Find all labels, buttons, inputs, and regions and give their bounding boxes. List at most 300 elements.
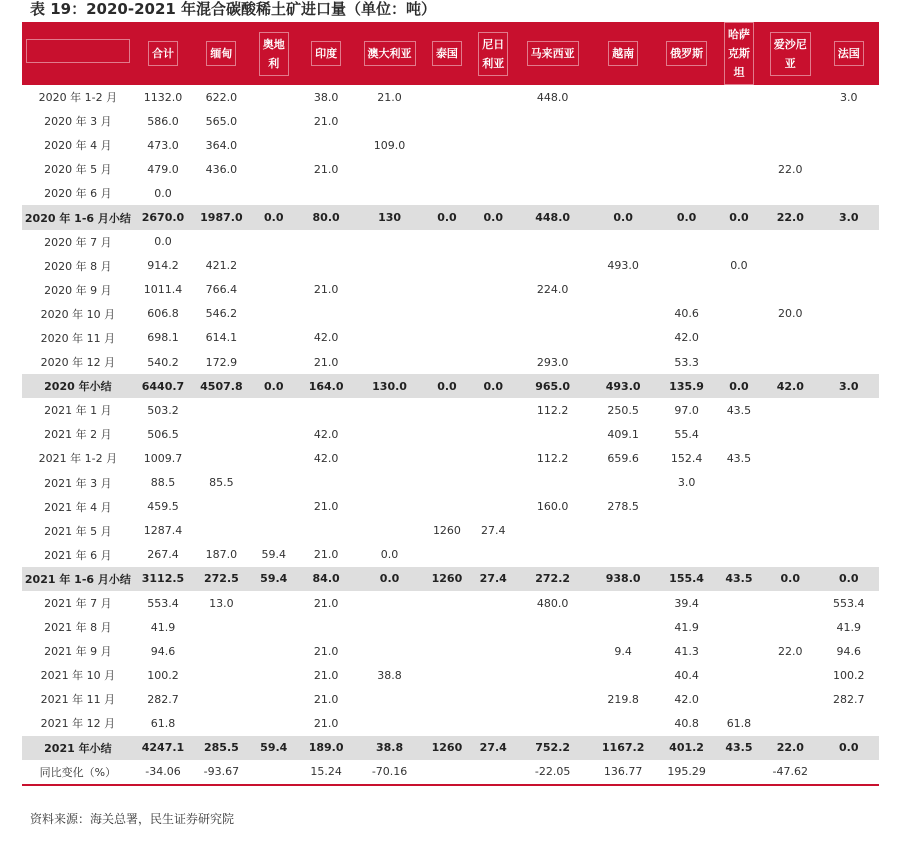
table-cell xyxy=(470,85,516,109)
table-cell xyxy=(297,181,355,205)
table-cell: 546.2 xyxy=(205,307,238,321)
table-cell xyxy=(762,495,818,519)
table-cell: 84.0 xyxy=(297,567,355,591)
table-cell xyxy=(818,350,879,374)
table-cell xyxy=(470,133,516,157)
table-cell: 187.0 xyxy=(205,548,238,562)
table-cell xyxy=(716,278,762,302)
table-cell xyxy=(424,278,470,302)
table-cell xyxy=(657,278,715,302)
table-cell xyxy=(716,687,762,711)
table-cell: 0.0 xyxy=(154,235,172,249)
table-cell: 282.7 xyxy=(832,692,865,706)
table-cell xyxy=(424,398,470,422)
table-cell xyxy=(818,711,879,735)
table-cell xyxy=(589,711,657,735)
table-cell xyxy=(470,254,516,278)
row-label: 2021 年 5 月 xyxy=(44,524,112,538)
table-cell: 1260 xyxy=(432,524,461,538)
table-cell xyxy=(589,109,657,133)
table-cell: 135.9 xyxy=(657,374,715,398)
table-cell: 606.8 xyxy=(147,307,179,321)
header-cell-estonia: 爱沙尼 亚 xyxy=(762,22,818,85)
header-cell-label xyxy=(22,22,134,85)
table-row xyxy=(22,495,879,519)
table-cell: 250.5 xyxy=(607,403,639,417)
table-cell: 172.9 xyxy=(205,355,238,369)
table-cell xyxy=(424,687,470,711)
table-cell xyxy=(251,687,297,711)
table-cell: 100.2 xyxy=(147,668,179,682)
row-label: 2021 年 1 月 xyxy=(44,404,112,418)
table-cell xyxy=(251,254,297,278)
table-cell xyxy=(589,543,657,567)
table-cell xyxy=(516,615,589,639)
table-cell xyxy=(251,446,297,470)
table-cell: 112.2 xyxy=(536,451,569,465)
table-cell xyxy=(762,519,818,543)
table-cell: 272.5 xyxy=(192,567,250,591)
table-cell: 41.9 xyxy=(836,620,861,634)
table-cell xyxy=(516,639,589,663)
table-cell xyxy=(251,326,297,350)
table-cell: 94.6 xyxy=(150,644,176,658)
table-cell xyxy=(762,254,818,278)
table-cell xyxy=(818,446,879,470)
table-cell xyxy=(192,711,250,735)
row-label: 2020 年 11 月 xyxy=(40,331,116,345)
table-cell xyxy=(818,471,879,495)
table-cell xyxy=(657,181,715,205)
table-cell xyxy=(251,157,297,181)
table-cell xyxy=(424,591,470,615)
table-cell: 6440.7 xyxy=(134,374,192,398)
table-cell xyxy=(251,422,297,446)
table-cell: 285.5 xyxy=(192,736,250,760)
table-cell xyxy=(716,85,762,109)
table-cell: 21.0 xyxy=(313,692,339,706)
table-cell xyxy=(355,471,423,495)
header-cell-thailand: 泰国 xyxy=(424,22,470,85)
table-row xyxy=(22,760,879,785)
table-cell xyxy=(251,519,297,543)
table-cell xyxy=(716,302,762,326)
table-cell: 41.9 xyxy=(674,620,699,634)
table-cell: 0.0 xyxy=(470,374,516,398)
table-row xyxy=(22,471,879,495)
table-cell: 21.0 xyxy=(313,644,339,658)
table-cell xyxy=(297,471,355,495)
table-cell xyxy=(516,663,589,687)
table-row xyxy=(22,133,879,157)
table-cell: 0.0 xyxy=(251,205,297,229)
table-cell xyxy=(762,181,818,205)
table-cell xyxy=(470,543,516,567)
table-cell: 565.0 xyxy=(205,114,238,128)
table-cell: 61.8 xyxy=(726,716,752,730)
table-cell: 43.5 xyxy=(726,451,752,465)
row-label: 2021 年 1-2 月 xyxy=(38,452,118,466)
table-cell xyxy=(716,422,762,446)
table-cell: 21.0 xyxy=(313,668,339,682)
table-row xyxy=(22,711,879,735)
table-cell: 622.0 xyxy=(205,90,238,104)
row-label: 2021 年 12 月 xyxy=(40,717,116,731)
table-cell xyxy=(470,760,516,785)
subtotal-row xyxy=(22,567,879,591)
table-row xyxy=(22,422,879,446)
table-cell: 0.0 xyxy=(355,567,423,591)
table-cell: 55.4 xyxy=(674,427,699,441)
table-row xyxy=(22,254,879,278)
table-body xyxy=(22,85,879,785)
table-cell: 41.9 xyxy=(150,620,176,634)
row-label: 2021 年 6 月 xyxy=(44,548,112,562)
row-label: 2020 年 1-6 月小结 xyxy=(22,205,134,229)
table-cell xyxy=(589,663,657,687)
header-cell-france: 法国 xyxy=(818,22,879,85)
row-label: 2020 年 3 月 xyxy=(44,115,112,129)
table-cell: 473.0 xyxy=(147,138,179,152)
table-cell: 0.0 xyxy=(716,205,762,229)
table-cell xyxy=(470,639,516,663)
table-cell xyxy=(762,422,818,446)
table-row xyxy=(22,446,879,470)
header-cell-russia: 俄罗斯 xyxy=(657,22,715,85)
table-cell: 112.2 xyxy=(536,403,569,417)
table-cell xyxy=(470,615,516,639)
table-cell xyxy=(355,615,423,639)
table-cell xyxy=(470,591,516,615)
table-cell xyxy=(516,109,589,133)
table-cell xyxy=(355,254,423,278)
header-cell-total: 合计 xyxy=(134,22,192,85)
table-cell xyxy=(716,157,762,181)
table-cell xyxy=(716,471,762,495)
table-cell: 540.2 xyxy=(147,355,179,369)
table-cell: 4507.8 xyxy=(192,374,250,398)
table-cell: 1167.2 xyxy=(589,736,657,760)
table-cell xyxy=(251,615,297,639)
table-cell xyxy=(251,639,297,663)
table-cell xyxy=(589,519,657,543)
table-cell: 0.0 xyxy=(818,736,879,760)
table-cell xyxy=(762,471,818,495)
table-cell: 0.0 xyxy=(762,567,818,591)
table-cell: 20.0 xyxy=(778,307,803,321)
table-cell xyxy=(818,278,879,302)
table-cell: 3.0 xyxy=(818,374,879,398)
table-row xyxy=(22,639,879,663)
table-cell xyxy=(355,109,423,133)
table-cell: 152.4 xyxy=(670,451,703,465)
table-cell xyxy=(470,422,516,446)
table-cell xyxy=(424,157,470,181)
table-cell xyxy=(657,133,715,157)
table-cell xyxy=(716,760,762,785)
table-cell xyxy=(716,230,762,254)
table-cell xyxy=(470,663,516,687)
table-cell: 43.5 xyxy=(716,736,762,760)
table-cell xyxy=(470,302,516,326)
row-label: 2020 年 6 月 xyxy=(44,187,112,201)
table-cell: 1987.0 xyxy=(192,205,250,229)
table-cell: 0.0 xyxy=(424,205,470,229)
table-cell xyxy=(516,302,589,326)
table-cell: 21.0 xyxy=(377,90,402,104)
table-cell: 3.0 xyxy=(839,90,858,104)
table-cell: 0.0 xyxy=(818,567,879,591)
subtotal-row xyxy=(22,205,879,229)
table-cell xyxy=(716,326,762,350)
table-cell: 21.0 xyxy=(313,355,339,369)
table-cell: 42.0 xyxy=(762,374,818,398)
table-cell xyxy=(818,157,879,181)
table-cell xyxy=(192,181,250,205)
table-cell: 938.0 xyxy=(589,567,657,591)
table-cell xyxy=(297,302,355,326)
table-cell xyxy=(716,663,762,687)
table-cell xyxy=(251,302,297,326)
table-cell xyxy=(657,157,715,181)
table-cell: -34.06 xyxy=(134,760,192,785)
table-cell xyxy=(251,85,297,109)
table-cell: 401.2 xyxy=(657,736,715,760)
table-cell: 4247.1 xyxy=(134,736,192,760)
table-row xyxy=(22,350,879,374)
table-cell xyxy=(424,711,470,735)
table-cell: 752.2 xyxy=(516,736,589,760)
table-cell: 965.0 xyxy=(516,374,589,398)
table-cell: 22.0 xyxy=(762,736,818,760)
table-cell: 136.77 xyxy=(589,760,657,785)
table-cell xyxy=(762,326,818,350)
table-cell xyxy=(297,398,355,422)
table-cell xyxy=(470,446,516,470)
table-cell: 88.5 xyxy=(150,476,176,490)
table-cell: 421.2 xyxy=(205,259,238,273)
row-label: 2020 年 9 月 xyxy=(44,283,112,297)
table-cell xyxy=(424,471,470,495)
table-cell: 189.0 xyxy=(297,736,355,760)
table-cell xyxy=(716,350,762,374)
table-cell: 59.4 xyxy=(261,548,286,562)
row-label: 2020 年 7 月 xyxy=(44,235,112,249)
table-cell: 160.0 xyxy=(536,500,569,514)
table-cell xyxy=(192,663,250,687)
row-label: 2020 年小结 xyxy=(22,374,134,398)
row-label: 同比变化（%） xyxy=(22,760,134,785)
table-cell xyxy=(192,495,250,519)
table-cell: 293.0 xyxy=(536,355,569,369)
table-cell: 13.0 xyxy=(209,596,234,610)
table-cell xyxy=(657,495,715,519)
table-cell xyxy=(251,230,297,254)
table-cell xyxy=(589,615,657,639)
table-cell: 1132.0 xyxy=(143,90,183,104)
table-cell xyxy=(657,254,715,278)
table-cell: 94.6 xyxy=(836,644,861,658)
table-title: 表 19：2020-2021 年混合碳酸稀土矿进口量（单位：吨） xyxy=(30,0,437,18)
table-row xyxy=(22,109,879,133)
table-cell: -70.16 xyxy=(355,760,423,785)
table-cell: 38.8 xyxy=(355,736,423,760)
subtotal-row xyxy=(22,736,879,760)
table-cell: 42.0 xyxy=(313,427,339,441)
table-cell xyxy=(716,615,762,639)
table-cell xyxy=(516,157,589,181)
table-cell xyxy=(657,230,715,254)
table-cell: 43.5 xyxy=(716,567,762,591)
table-cell: 40.6 xyxy=(674,307,699,321)
header-cell-australia: 澳大利亚 xyxy=(355,22,423,85)
table-cell: 195.29 xyxy=(657,760,715,785)
table-cell: 3.0 xyxy=(677,476,696,490)
table-cell xyxy=(762,230,818,254)
table-cell xyxy=(251,109,297,133)
table-cell: 267.4 xyxy=(147,548,179,562)
table-cell: 21.0 xyxy=(313,548,339,562)
table-cell: 85.5 xyxy=(209,476,234,490)
table-row xyxy=(22,398,879,422)
table-cell: 21.0 xyxy=(313,283,339,297)
table-cell: 21.0 xyxy=(313,500,339,514)
row-label: 2020 年 8 月 xyxy=(44,259,112,273)
table-cell: 553.4 xyxy=(832,596,865,610)
table-cell: 698.1 xyxy=(147,331,179,345)
table-cell xyxy=(516,181,589,205)
table-cell: 0.0 xyxy=(470,205,516,229)
table-cell: 59.4 xyxy=(251,736,297,760)
table-cell xyxy=(355,591,423,615)
table-cell xyxy=(818,326,879,350)
table-cell xyxy=(251,398,297,422)
table-cell: 43.5 xyxy=(726,403,752,417)
row-label: 2020 年 5 月 xyxy=(44,163,112,177)
table-cell xyxy=(516,711,589,735)
table-cell xyxy=(762,350,818,374)
table-cell xyxy=(516,326,589,350)
table-cell: 586.0 xyxy=(147,114,179,128)
table-cell xyxy=(516,133,589,157)
table-row xyxy=(22,181,879,205)
source-note: 资料来源：海关总署，民生证券研究院 xyxy=(30,812,235,826)
table-cell: 97.0 xyxy=(674,403,699,417)
table-cell xyxy=(716,639,762,663)
table-cell: 448.0 xyxy=(516,205,589,229)
table-cell: 80.0 xyxy=(297,205,355,229)
row-label: 2021 年 11 月 xyxy=(40,693,116,707)
table-cell xyxy=(762,711,818,735)
table-row xyxy=(22,278,879,302)
table-row xyxy=(22,687,879,711)
table-cell xyxy=(192,519,250,543)
table-header-row xyxy=(22,22,879,85)
table-cell xyxy=(589,157,657,181)
table-cell: 1260 xyxy=(424,567,470,591)
table-cell: 59.4 xyxy=(251,567,297,591)
table-cell xyxy=(424,326,470,350)
row-label: 2021 年 7 月 xyxy=(44,597,112,611)
table-cell: 364.0 xyxy=(205,138,238,152)
table-cell xyxy=(297,133,355,157)
table-cell: 21.0 xyxy=(313,596,339,610)
table-cell xyxy=(192,687,250,711)
table-cell: 0.0 xyxy=(716,374,762,398)
table-cell: 0.0 xyxy=(251,374,297,398)
table-row xyxy=(22,543,879,567)
table-cell xyxy=(297,230,355,254)
table-cell xyxy=(589,230,657,254)
table-cell xyxy=(516,519,589,543)
table-cell: 3112.5 xyxy=(134,567,192,591)
table-cell xyxy=(589,85,657,109)
row-label: 2021 年 8 月 xyxy=(44,621,112,635)
table-cell xyxy=(589,302,657,326)
table-cell xyxy=(355,230,423,254)
table-cell xyxy=(470,326,516,350)
header-cell-malaysia: 马来西亚 xyxy=(516,22,589,85)
table-cell xyxy=(251,760,297,785)
table-cell xyxy=(251,663,297,687)
table-cell xyxy=(818,543,879,567)
table-cell xyxy=(470,687,516,711)
table-cell xyxy=(424,495,470,519)
header-cell-india: 印度 xyxy=(297,22,355,85)
table-cell xyxy=(424,760,470,785)
table-cell xyxy=(589,133,657,157)
table-cell xyxy=(716,591,762,615)
table-cell xyxy=(470,109,516,133)
table-cell: 15.24 xyxy=(297,760,355,785)
table-cell: 506.5 xyxy=(147,427,179,441)
table-cell: 0.0 xyxy=(380,548,399,562)
table-cell xyxy=(251,133,297,157)
table-cell: 2670.0 xyxy=(134,205,192,229)
table-cell xyxy=(818,109,879,133)
table-cell xyxy=(657,543,715,567)
table-cell: 1009.7 xyxy=(143,451,183,465)
table-cell xyxy=(251,471,297,495)
table-cell: 0.0 xyxy=(657,205,715,229)
table-cell xyxy=(355,278,423,302)
table-cell: 448.0 xyxy=(536,90,569,104)
table-cell xyxy=(470,711,516,735)
table-cell xyxy=(762,615,818,639)
table-cell: 479.0 xyxy=(147,162,179,176)
table-cell xyxy=(251,181,297,205)
table-cell: 914.2 xyxy=(147,259,179,273)
table-cell: 219.8 xyxy=(607,692,639,706)
row-label: 2021 年 9 月 xyxy=(44,645,112,659)
table-cell xyxy=(470,398,516,422)
table-cell: 27.4 xyxy=(470,567,516,591)
table-cell xyxy=(818,254,879,278)
table-cell xyxy=(516,543,589,567)
table-cell: 0.0 xyxy=(730,259,748,273)
table-cell: -93.67 xyxy=(192,760,250,785)
table-row xyxy=(22,663,879,687)
row-label: 2021 年 1-6 月小结 xyxy=(22,567,134,591)
table-cell: 480.0 xyxy=(536,596,569,610)
table-cell xyxy=(470,278,516,302)
table-cell: 130.0 xyxy=(355,374,423,398)
table-cell xyxy=(424,109,470,133)
row-label: 2020 年 1-2 月 xyxy=(38,91,118,105)
table-cell: 1287.4 xyxy=(143,524,183,538)
table-cell: 41.3 xyxy=(674,644,699,658)
table-cell xyxy=(297,254,355,278)
